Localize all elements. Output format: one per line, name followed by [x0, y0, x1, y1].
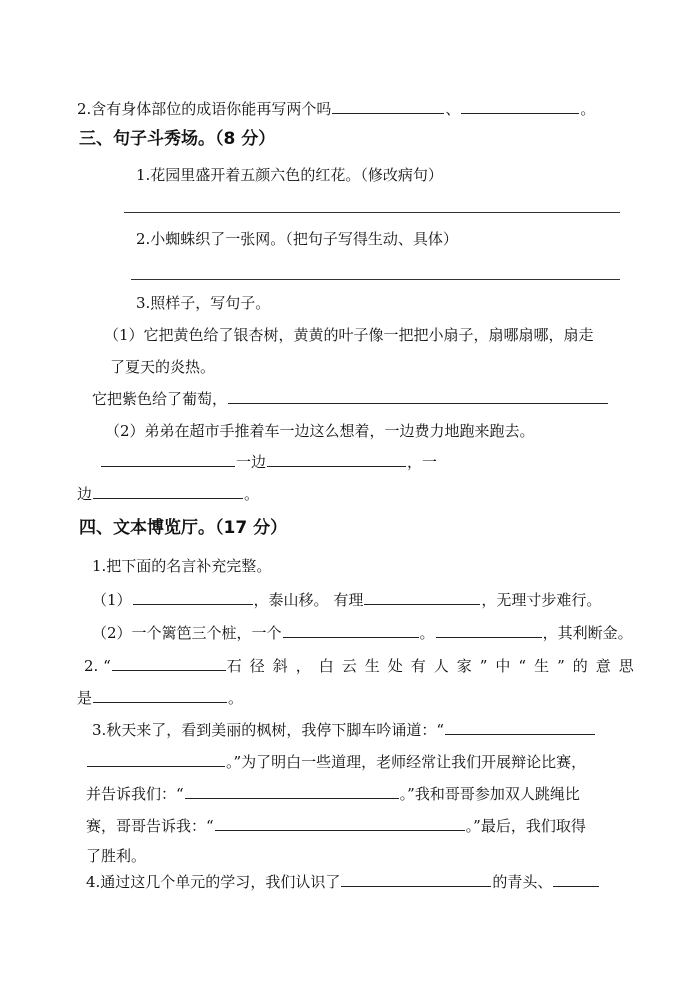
answer-line[interactable]: [124, 212, 620, 213]
answer-blank[interactable]: [112, 656, 226, 671]
example-2-answer-a: 一边 ，一: [100, 452, 437, 472]
answer-blank[interactable]: [133, 590, 253, 605]
answer-blank[interactable]: [93, 484, 243, 499]
answer-blank[interactable]: [228, 389, 608, 404]
answer-blank[interactable]: [332, 99, 444, 114]
answer-blank[interactable]: [185, 784, 399, 799]
answer-blank[interactable]: [364, 590, 480, 605]
example-1-prompt: 它把紫色给了葡萄，: [92, 389, 609, 409]
answer-blank[interactable]: [93, 688, 227, 703]
answer-blank[interactable]: [283, 623, 419, 638]
s4-item-3d: 赛，哥哥告诉我：“ 。”最后，我们取得: [86, 817, 586, 835]
s4-item-3b: 。”为了明白一些道理，老师经常让我们开展辩论比赛，: [86, 752, 586, 772]
s3-item-1: 1.花园里盛开着五颜六色的红花。（修改病句）: [136, 166, 443, 184]
answer-blank[interactable]: [436, 623, 542, 638]
answer-blank[interactable]: [87, 752, 225, 767]
s4-item-3a: 3.秋天来了，看到美丽的枫树，我停下脚车吟诵道：“: [92, 720, 596, 740]
example-1-line-a: （1）它把黄色给了银杏树，黄黄的叶子像一把把小扇子，扇哪扇哪，扇走: [104, 326, 594, 344]
answer-blank[interactable]: [341, 872, 491, 887]
answer-blank[interactable]: [215, 816, 465, 831]
s4-item-3c: 并告诉我们：“ 。”我和哥哥参加双人跳绳比: [86, 785, 580, 803]
section-three-title: 三、句子斗秀场。（8 分）: [79, 129, 276, 149]
idiom-question: 2.含有身体部位的成语你能再写两个吗 、 。: [77, 100, 596, 118]
example-2: （2）弟弟在超市手推着车一边这么想着，一边费力地跑来跑去。: [105, 422, 535, 440]
s4-item-2b: 是 。: [77, 689, 244, 707]
s4-item-4: 4.通过这几个单元的学习，我们认识了 的青头、: [86, 872, 600, 892]
answer-blank[interactable]: [267, 452, 406, 467]
s4-item-1: 1.把下面的名言补充完整。: [92, 557, 272, 575]
section-four-title: 四、文本博览厅。（17 分）: [79, 518, 288, 538]
s3-item-3: 3.照样子，写句子。: [136, 294, 271, 312]
example-1-line-b: 了夏天的炎热。: [110, 358, 216, 376]
answer-blank[interactable]: [445, 720, 595, 735]
s4-item-3e: 了胜利。: [86, 847, 147, 865]
proverb-row-1: （1） ，泰山移。 有理 ，无理寸步难行。: [92, 591, 602, 609]
s3-item-2: 2.小蜘蛛织了一张网。（把句子写得生动、具体）: [136, 230, 458, 248]
s4-item-2a: 2. “ 石径斜，白云生处有人家”中“生”的意思: [84, 657, 642, 675]
proverb-row-2: （2）一个篱笆三个桩，一个 。 ，其利断金。: [92, 624, 633, 642]
answer-blank[interactable]: [461, 99, 579, 114]
answer-blank[interactable]: [553, 872, 599, 887]
example-2-answer-b: 边 。: [77, 485, 260, 503]
answer-line[interactable]: [131, 279, 620, 280]
answer-blank[interactable]: [101, 452, 235, 467]
